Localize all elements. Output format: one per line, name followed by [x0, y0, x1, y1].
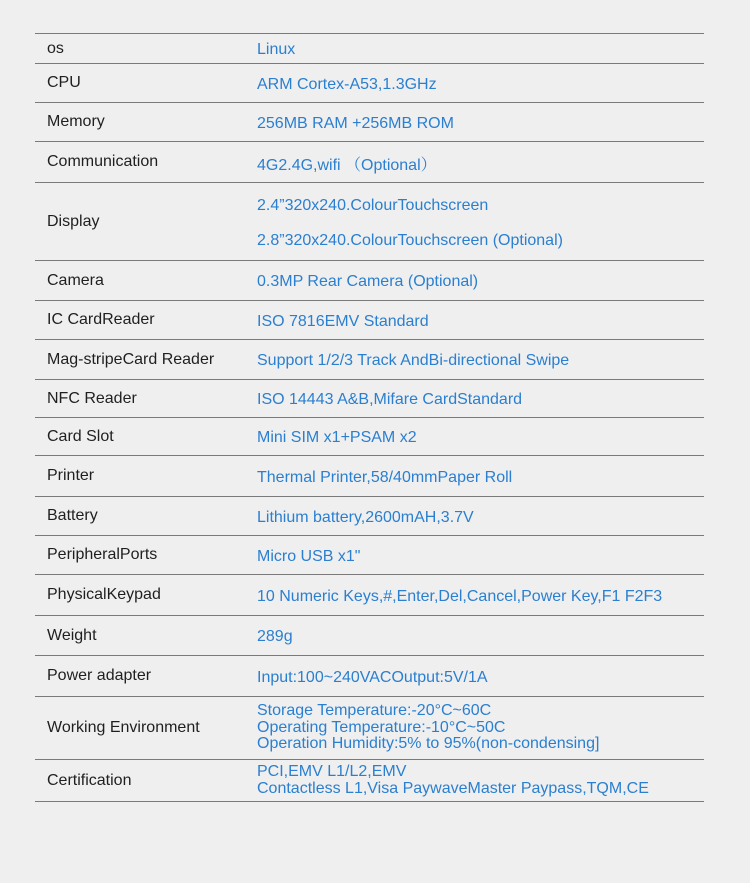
- spec-value: Thermal Printer,58/40mmPaper Roll: [257, 468, 513, 486]
- spec-value: Micro USB x1": [257, 547, 361, 565]
- spec-values: [257, 142, 704, 182]
- spec-values: [257, 656, 704, 696]
- spec-row-communication: [35, 142, 704, 183]
- spec-value: ARM Cortex-A53,1.3GHz: [257, 75, 437, 93]
- spec-value: 2.4”320x240.ColourTouchscreen: [257, 197, 489, 215]
- spec-value: Operation Humidity:5% to 95%(non-condensing]: [257, 735, 600, 753]
- spec-values: [257, 64, 704, 102]
- spec-label: Certification: [47, 771, 132, 789]
- spec-value: Lithium battery,2600mAH,3.7V: [257, 508, 474, 526]
- spec-value: ISO 14443 A&B,Mifare CardStandard: [257, 391, 523, 408]
- spec-values: [257, 536, 704, 574]
- spec-values: [257, 497, 704, 535]
- spec-label: Mag-stripeCard Reader: [47, 350, 215, 368]
- spec-value: Mini SIM x1+PSAM x2: [257, 429, 417, 446]
- spec-value: Input:100~240VACOutput:5V/1A: [257, 668, 488, 686]
- spec-row-working-environment: [35, 697, 704, 760]
- spec-value: 0.3MP Rear Camera (Optional): [257, 273, 479, 290]
- spec-label: Battery: [47, 507, 98, 524]
- spec-label: Power adapter: [47, 667, 152, 684]
- spec-row-os: [35, 34, 704, 64]
- spec-row-mag-stripe-reader: [35, 340, 704, 380]
- spec-label: PhysicalKeypad: [47, 586, 161, 603]
- spec-row-battery: [35, 497, 704, 536]
- spec-row-power-adapter: [35, 656, 704, 697]
- spec-values: [257, 760, 704, 801]
- spec-label: NFC Reader: [47, 389, 137, 407]
- spec-label: os: [47, 39, 64, 57]
- spec-row-certification: [35, 760, 704, 802]
- spec-values: [257, 261, 704, 300]
- spec-values: [257, 301, 704, 339]
- spec-values: [257, 34, 704, 63]
- spec-row-display: [35, 183, 704, 261]
- spec-label: Camera: [47, 271, 104, 289]
- spec-row-cpu: [35, 64, 704, 103]
- spec-row-nfc-reader: [35, 380, 704, 418]
- spec-row-printer: [35, 456, 704, 497]
- spec-value: 256MB RAM +256MB ROM: [257, 114, 454, 132]
- spec-value: PCI,EMV L1/L2,EMV: [257, 763, 407, 780]
- spec-label: PeripheralPorts: [47, 546, 158, 563]
- spec-row-physical-keypad: [35, 575, 704, 616]
- spec-label: Display: [47, 212, 100, 230]
- spec-values: [257, 697, 704, 759]
- spec-label: Working Environment: [47, 719, 200, 736]
- spec-row-memory: [35, 103, 704, 142]
- spec-values: [257, 575, 704, 615]
- spec-value: Storage Temperature:-20°C~60C: [257, 702, 492, 720]
- spec-label: Printer: [47, 467, 95, 484]
- spec-value: 289g: [257, 628, 293, 645]
- spec-value: 10 Numeric Keys,#,Enter,Del,Cancel,Power Key,F1 F2F3: [257, 587, 663, 605]
- spec-values: [257, 103, 704, 141]
- spec-label: Weight: [47, 626, 97, 644]
- spec-row-ic-card-reader: [35, 301, 704, 340]
- spec-label: IC CardReader: [47, 311, 155, 328]
- spec-values: [257, 340, 704, 379]
- spec-label: CPU: [47, 74, 81, 91]
- spec-values: [257, 183, 704, 260]
- spec-values: [257, 456, 704, 496]
- spec-value: Operating Temperature:-10°C~50C: [257, 718, 506, 736]
- spec-label: Memory: [47, 113, 105, 130]
- spec-table: [35, 33, 704, 802]
- spec-value: 2.8”320x240.ColourTouchscreen (Optional): [257, 231, 563, 249]
- spec-value: Linux: [257, 41, 296, 58]
- spec-row-camera: [35, 261, 704, 301]
- spec-value: ISO 7816EMV Standard: [257, 312, 429, 330]
- spec-row-weight: [35, 616, 704, 656]
- spec-values: [257, 380, 704, 417]
- spec-value: Contactless L1,Visa PaywaveMaster Paypass,TQM,CE: [257, 779, 649, 797]
- spec-label: Communication: [47, 153, 159, 170]
- spec-row-card-slot: [35, 418, 704, 456]
- spec-value: 4G2.4G,wifi （Optional）: [257, 157, 437, 174]
- spec-values: [257, 616, 704, 655]
- spec-value: Support 1/2/3 Track AndBi-directional Swipe: [257, 352, 570, 369]
- spec-row-peripheral-ports: [35, 536, 704, 575]
- spec-values: [257, 418, 704, 455]
- spec-label: Card Slot: [47, 427, 114, 445]
